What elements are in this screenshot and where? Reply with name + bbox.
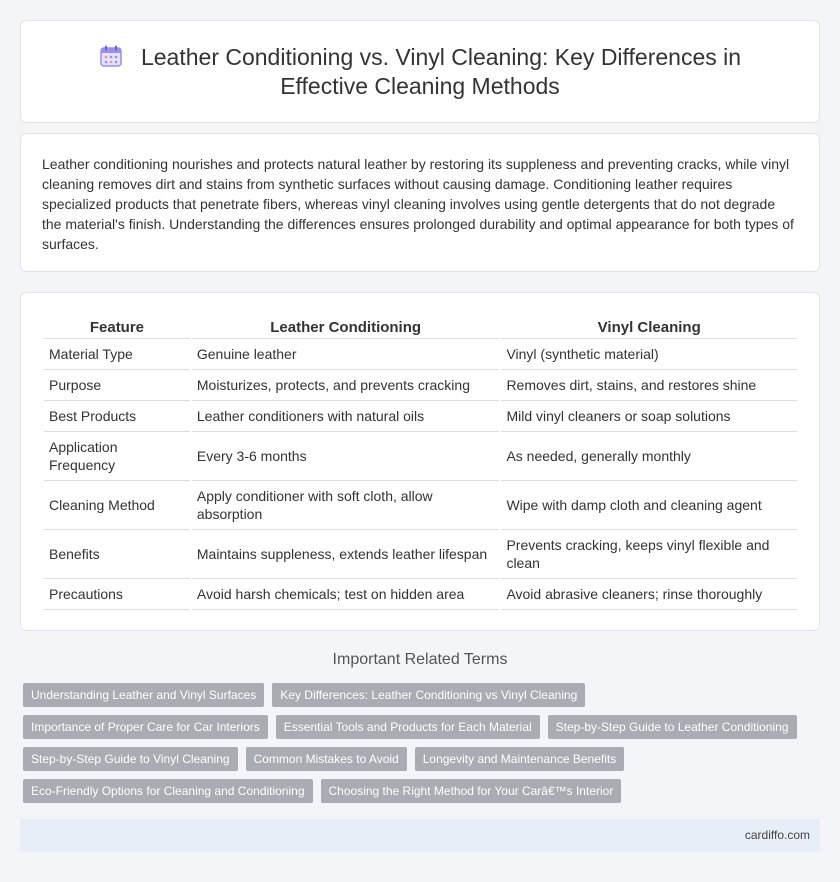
row-leather: Genuine leather <box>192 339 500 370</box>
row-vinyl: Vinyl (synthetic material) <box>501 339 797 370</box>
row-leather: Avoid harsh chemicals; test on hidden area <box>192 579 500 610</box>
row-leather: Apply conditioner with soft cloth, allow absorption <box>192 481 500 530</box>
table-row <box>44 339 797 370</box>
tag-row <box>23 683 823 707</box>
related-term-tag[interactable]: Step-by-Step Guide to Vinyl Cleaning <box>23 747 238 771</box>
row-vinyl: Mild vinyl cleaners or soap solutions <box>501 401 797 432</box>
related-term-tag[interactable]: Common Mistakes to Avoid <box>246 747 407 771</box>
row-leather: Moisturizes, protects, and prevents cracking <box>192 370 500 401</box>
related-term-tag[interactable]: Longevity and Maintenance Benefits <box>415 747 624 771</box>
header-feature: Feature <box>44 317 190 339</box>
row-vinyl: Wipe with damp cloth and cleaning agent <box>501 481 797 530</box>
page-title <box>61 43 779 101</box>
table-row <box>44 579 797 610</box>
row-vinyl: Avoid abrasive cleaners; rinse thoroughly <box>501 579 797 610</box>
row-leather: Maintains suppleness, extends leather lifespan <box>192 530 500 579</box>
tag-row <box>23 715 823 739</box>
row-leather: Every 3-6 months <box>192 432 500 481</box>
table-row <box>44 481 797 530</box>
table-header-row <box>44 317 797 339</box>
tag-row <box>23 747 823 771</box>
related-term-tag[interactable]: Step-by-Step Guide to Leather Conditioning <box>548 715 797 739</box>
title-card <box>20 20 820 123</box>
table-row <box>44 401 797 432</box>
related-term-tag[interactable]: Understanding Leather and Vinyl Surfaces <box>23 683 264 707</box>
related-terms-title: Important Related Terms <box>332 651 508 668</box>
intro-paragraph: Leather conditioning nourishes and protects natural leather by restoring its suppleness and preventing cracks, while vinyl cleaning removes dirt and stains from synthetic surfaces without causing damage. Conditioning leather requires specialized products that penetrate fibers, whereas vinyl cleaning involves using gentle detergents that do not degrade the material's finish. Understanding the differences ensures prolonged durability and optimal appearance for both types of surfaces. <box>42 156 794 252</box>
page-title-text: Leather Conditioning vs. Vinyl Cleaning: Key Differences in Effective Cleaning Methods <box>140 44 742 99</box>
tag-row <box>23 779 823 803</box>
table-row <box>44 530 797 579</box>
row-feature: Precautions <box>44 579 190 610</box>
related-term-tag[interactable]: Choosing the Right Method for Your Carâ€™s Interior <box>321 779 622 803</box>
related-term-tag[interactable]: Eco-Friendly Options for Cleaning and Conditioning <box>23 779 313 803</box>
row-leather: Leather conditioners with natural oils <box>192 401 500 432</box>
footer-site-link[interactable]: cardiffo.com <box>744 828 810 842</box>
row-feature: Purpose <box>44 370 190 401</box>
calendar-icon <box>99 44 123 68</box>
comparison-table-card <box>20 292 820 631</box>
comparison-table <box>42 317 799 610</box>
related-term-tag[interactable]: Essential Tools and Products for Each Material <box>276 715 540 739</box>
row-vinyl: Prevents cracking, keeps vinyl flexible and clean <box>501 530 797 579</box>
row-vinyl: Removes dirt, stains, and restores shine <box>501 370 797 401</box>
row-feature: Material Type <box>44 339 190 370</box>
row-vinyl: As needed, generally monthly <box>501 432 797 481</box>
table-row <box>44 370 797 401</box>
row-feature: Cleaning Method <box>44 481 190 530</box>
intro-card <box>20 133 820 272</box>
header-leather-conditioning: Leather Conditioning <box>192 317 500 339</box>
related-term-tag[interactable]: Key Differences: Leather Conditioning vs Vinyl Cleaning <box>272 683 585 707</box>
related-terms-tags <box>23 683 823 811</box>
header-vinyl-cleaning: Vinyl Cleaning <box>501 317 797 339</box>
row-feature: Application Frequency <box>44 432 190 481</box>
related-term-tag[interactable]: Importance of Proper Care for Car Interiors <box>23 715 268 739</box>
footer <box>20 819 820 852</box>
row-feature: Benefits <box>44 530 190 579</box>
row-feature: Best Products <box>44 401 190 432</box>
table-row <box>44 432 797 481</box>
